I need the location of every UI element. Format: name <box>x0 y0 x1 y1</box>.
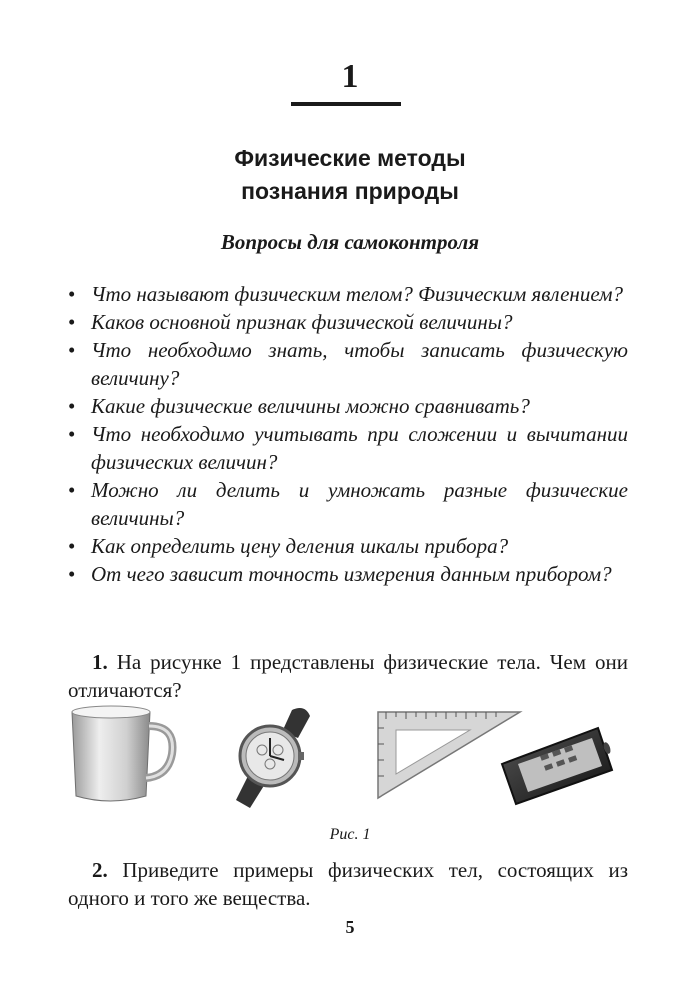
question-item <box>68 392 628 420</box>
figure-caption: Рис. 1 <box>329 826 371 843</box>
bullet: • <box>68 478 76 502</box>
chapter-title-line-2: познания природы <box>241 178 459 204</box>
task-2-number: 2. <box>92 858 108 882</box>
question-item <box>68 336 628 392</box>
bullet: • <box>68 534 76 558</box>
question-text: Что необходимо учитывать при сложении и вычитании физических величин? <box>91 422 628 474</box>
mug-image <box>72 706 173 801</box>
question-text: Как определить цену деления шкалы прибора? <box>91 534 509 558</box>
question-list <box>68 280 628 588</box>
chapter-rule <box>291 102 401 106</box>
task-2-text: Приведите примеры физических тел, состоящих из одного и того же вещества. <box>68 858 628 910</box>
question-item <box>68 532 628 560</box>
bullet: • <box>68 310 76 334</box>
section-heading: Вопросы для самоконтроля <box>220 230 480 254</box>
question-text: Что необходимо знать, чтобы записать физическую величину? <box>91 338 628 390</box>
chapter-number: 1 <box>341 58 359 95</box>
question-item <box>68 308 628 336</box>
smartphone-image <box>502 728 612 804</box>
question-text: От чего зависит точность измерения данным прибором? <box>91 562 612 586</box>
wristwatch-image <box>236 708 310 808</box>
task-1-text: На рисунке 1 представлены физические тела. Чем они отличаются? <box>68 650 628 702</box>
bullet: • <box>68 394 76 418</box>
question-item <box>68 280 628 308</box>
task-1 <box>68 648 628 704</box>
bullet: • <box>68 338 76 362</box>
question-text: Что называют физическим телом? Физическим явлением? <box>91 282 624 306</box>
bullet: • <box>68 562 76 586</box>
figure-1 <box>0 698 700 813</box>
task-1-number: 1. <box>92 650 108 674</box>
chapter-title-line-1: Физические методы <box>234 145 466 171</box>
task-2 <box>68 856 628 912</box>
page-number: 5 <box>345 917 355 937</box>
question-text: Можно ли делить и умножать разные физические величины? <box>91 478 628 530</box>
question-text: Каков основной признак физической величины? <box>91 310 513 334</box>
set-square-ruler-image <box>378 712 520 798</box>
chapter-title <box>0 142 700 208</box>
question-text: Какие физические величины можно сравнивать? <box>91 394 530 418</box>
bullet: • <box>68 282 76 306</box>
question-item <box>68 476 628 532</box>
question-item <box>68 420 628 476</box>
question-item <box>68 560 628 588</box>
bullet: • <box>68 422 76 446</box>
